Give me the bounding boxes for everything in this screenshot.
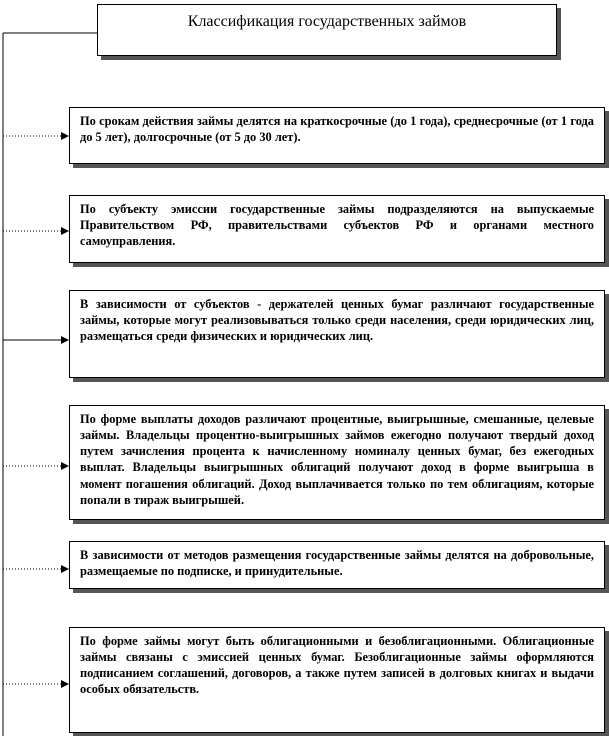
box-text: По форме выплаты доходов различают процентные, выигрышные, смешанные, целевые займы. Владельцы процентно-выигрышных займов ежегодно получают твердый доход путем зачисления процента к начисленному номиналу ценных бумаг, без ежегодных выплат. Владельцы выигрышных облигаций получают доход в форме выигрыша в момент погашения облигаций. Доход выплачивается только по тем облигациям, которые попали в тираж выигрышей. <box>80 412 594 507</box>
title-box <box>97 4 557 56</box>
classification-box-form <box>69 627 605 733</box>
classification-box-placement <box>69 541 605 589</box>
classification-box-holders <box>69 290 605 378</box>
classification-box-issuer <box>69 195 605 263</box>
box-text: В зависимости от методов размещения государственные займы делятся на добровольные, размещаемые по подписке, и принудительные. <box>80 548 594 579</box>
diagram-title: Классификация государственных займов <box>187 13 467 30</box>
classification-box-income <box>69 405 605 520</box>
box-text: По субъекту эмиссии государственные займы подразделяются на выпускаемые Правительством РФ, правительствами субъектов РФ и органами местного самоуправления. <box>80 202 594 249</box>
box-text: По срокам действия займы делятся на краткосрочные (до 1 года), среднесрочные (от 1 года до 5 лет), долгосрочные (от 5 до 30 лет). <box>80 114 594 145</box>
classification-box-term <box>69 107 605 164</box>
box-text: По форме займы могут быть облигационными и безоблигационными. Облигационные займы связаны с эмиссией ценных бумаг. Безоблигационные займы оформляются подписанием соглашений, договоров, а также путем записей в долговых книгах и выдачи особых обязательств. <box>80 634 594 697</box>
box-text: В зависимости от субъектов - держателей ценных бумаг различают государственные займы, которые могут реализовываться только среди населения, среди юридических лиц, размещаться среди физических и юридических лиц. <box>80 297 594 344</box>
